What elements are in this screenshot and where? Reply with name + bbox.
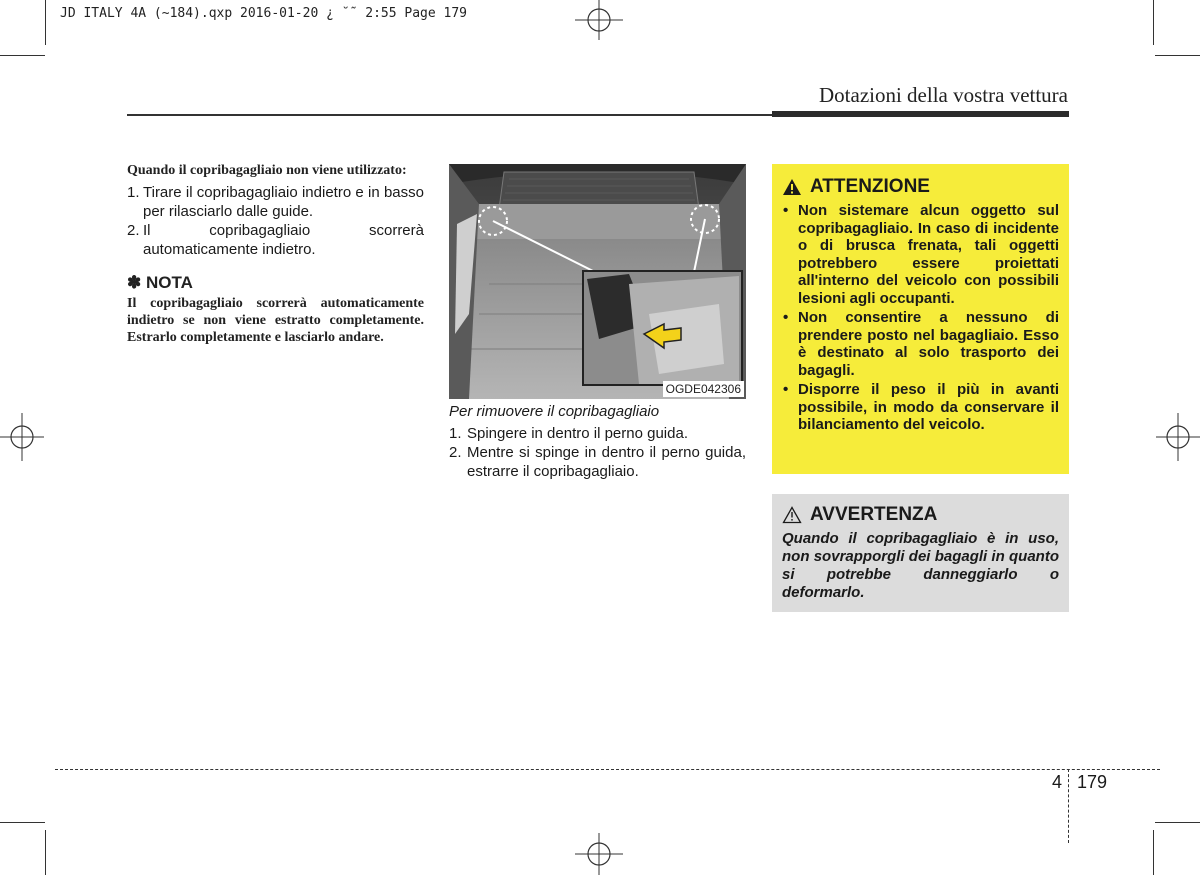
warning-triangle-outline-icon [782, 506, 802, 524]
step-list [127, 183, 424, 259]
crop-mark-top-right-v [1153, 0, 1154, 45]
middle-column [449, 402, 746, 481]
step-text: Spingere in dentro il perno guida. [467, 425, 688, 442]
caution-text: Non sistemare alcun oggetto sul copribagagliaio. In caso di incidente o di brusca frenata, tali oggetti potrebbero essere proiettati all'interno del veicolo con possibili lesioni agli occupanti. [798, 202, 1059, 307]
header-rule [127, 114, 772, 116]
caution-text: Non consentire a nessuno di prendere posto nel bagagliaio. Esso è destinato al solo trasporto dei bagagli. [798, 309, 1059, 379]
bullet-icon: • [783, 202, 789, 219]
bullet-icon: • [783, 309, 789, 326]
step-number: 1. [127, 184, 140, 201]
registration-mark-right [1156, 413, 1200, 461]
figure-caption: Per rimuovere il copribagagliaio [449, 403, 660, 420]
print-slug: JD ITALY 4A (~184).qxp 2016-01-20 ¿ ˘˜ 2:55 Page 179 [60, 6, 467, 21]
step-text: Mentre si spinge in dentro il perno guida, estrarre il copribagagliaio. [467, 444, 746, 480]
figure-code: OGDE042306 [663, 381, 744, 397]
caution-list [782, 202, 1059, 434]
left-column [127, 162, 424, 346]
step-number: 2. [127, 222, 140, 239]
removal-step-list [449, 424, 746, 481]
footer-divider [1068, 769, 1069, 843]
notice-text: Quando il copribagagliaio è in uso, non sovrapporgli dei bagagli in quanto si potrebbe danneggiarlo o deformarlo. [782, 530, 1059, 601]
crop-mark-top-left-h [0, 55, 45, 56]
section-title: Dotazioni della vostra vettura [819, 83, 1068, 107]
notice-title: AVVERTENZA [810, 504, 938, 525]
notice-box [772, 494, 1069, 612]
list-item [127, 183, 424, 221]
header-rule-accent [772, 111, 1069, 117]
crop-mark-bottom-left-h [0, 822, 45, 823]
cargo-cover-photo [449, 164, 746, 399]
list-item [127, 221, 424, 259]
list-item [449, 443, 746, 481]
caution-box [772, 164, 1069, 474]
list-item [782, 309, 1059, 379]
crop-mark-bottom-right-h [1155, 822, 1200, 823]
crop-mark-top-left-v [45, 0, 46, 45]
warning-triangle-icon [782, 178, 802, 196]
list-item [449, 424, 746, 443]
note-title: ✽ NOTA [127, 273, 193, 292]
caution-text: Disporre il peso il più in avanti possibile, in modo da conservare il bilanciamento del veicolo. [798, 381, 1059, 433]
caution-title: ATTENZIONE [810, 176, 930, 197]
cargo-area-illustration [449, 164, 746, 399]
footer-rule [55, 769, 1160, 770]
subsection-heading: Quando il copribagagliaio non viene utilizzato: [127, 163, 407, 178]
step-text: Tirare il copribagagliaio indietro e in basso per rilasciarlo dalle guide. [143, 184, 424, 220]
chapter-number: 4 [1052, 772, 1063, 792]
page-number: 179 [1077, 772, 1108, 792]
registration-mark-top [575, 0, 623, 40]
note-text: Il copribagagliaio scorrerà automaticamente indietro se non viene estratto completamente. Estrarlo completamente e lasciarlo andare. [127, 296, 424, 345]
crop-mark-bottom-left-v [45, 830, 46, 875]
list-item [782, 202, 1059, 307]
caution-header [782, 176, 1059, 198]
notice-header [782, 504, 1059, 526]
crop-mark-top-right-h [1155, 55, 1200, 56]
step-number: 1. [449, 425, 462, 442]
bullet-icon: • [783, 381, 789, 398]
registration-mark-bottom [575, 833, 623, 875]
crop-mark-bottom-right-v [1153, 830, 1154, 875]
registration-mark-left [0, 413, 44, 461]
step-number: 2. [449, 444, 462, 461]
step-text: Il copribagagliaio scorrerà automaticamente indietro. [143, 222, 424, 258]
list-item [782, 381, 1059, 434]
